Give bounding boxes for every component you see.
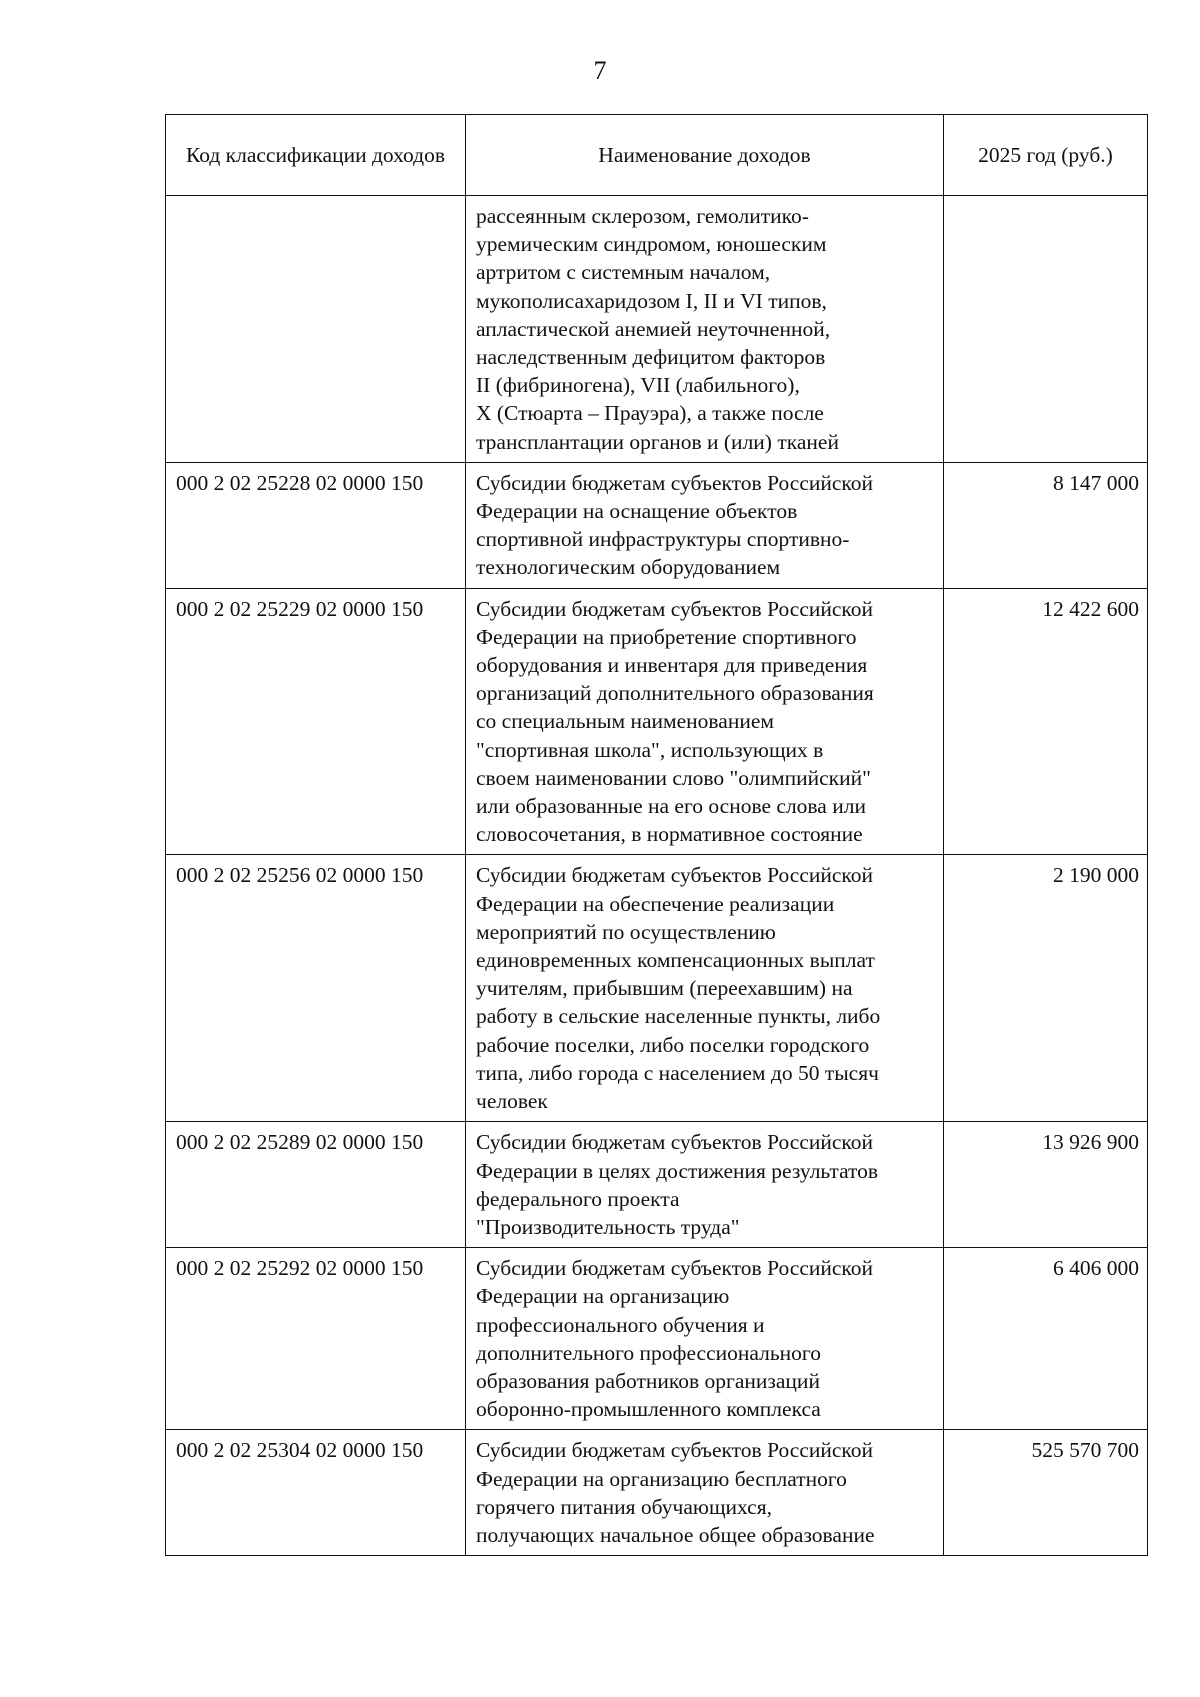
income-amount-cell bbox=[944, 196, 1148, 463]
header-code: Код классификации доходов bbox=[166, 115, 466, 196]
income-code-cell: 000 2 02 25228 02 0000 150 bbox=[166, 462, 466, 588]
income-name-cell bbox=[466, 462, 944, 588]
table-row bbox=[166, 588, 1148, 855]
income-code-cell: 000 2 02 25289 02 0000 150 bbox=[166, 1122, 466, 1248]
income-name-line: или образованные на его основе слова или bbox=[476, 794, 866, 819]
income-name-cell bbox=[466, 1430, 944, 1556]
income-name-line: Федерации в целях достижения результатов bbox=[476, 1158, 879, 1183]
income-name-line: наследственным дефицитом факторов bbox=[476, 345, 826, 370]
income-name-line: профессионального обучения и bbox=[476, 1312, 765, 1337]
income-name-line: оборудования и инвентаря для приведения bbox=[476, 653, 868, 678]
table-row bbox=[166, 1122, 1148, 1248]
income-name-line: учителям, прибывшим (переехавшим) на bbox=[476, 976, 853, 1001]
income-name-line: федерального проекта bbox=[476, 1186, 680, 1211]
income-code-cell: 000 2 02 25292 02 0000 150 bbox=[166, 1248, 466, 1430]
income-name-line: горячего питания обучающихся, bbox=[476, 1494, 772, 1519]
income-amount-cell: 2 190 000 bbox=[944, 855, 1148, 1122]
income-code-cell: 000 2 02 25256 02 0000 150 bbox=[166, 855, 466, 1122]
income-name-line: технологическим оборудованием bbox=[476, 555, 781, 580]
income-amount-cell: 12 422 600 bbox=[944, 588, 1148, 855]
income-name-line: мукополисахаридозом I, II и VI типов, bbox=[476, 288, 827, 313]
table-header-row bbox=[166, 115, 1148, 196]
table-row bbox=[166, 1430, 1148, 1556]
header-amount: 2025 год (руб.) bbox=[944, 115, 1148, 196]
income-amount-cell: 525 570 700 bbox=[944, 1430, 1148, 1556]
income-name-cell bbox=[466, 855, 944, 1122]
income-name-line: рассеянным склерозом, гемолитико- bbox=[476, 204, 809, 228]
header-name: Наименование доходов bbox=[466, 115, 944, 196]
income-name-cell bbox=[466, 196, 944, 463]
income-name-cell bbox=[466, 1122, 944, 1248]
income-name-line: рабочие поселки, либо поселки городского bbox=[476, 1032, 870, 1057]
table-row bbox=[166, 855, 1148, 1122]
income-amount-cell: 13 926 900 bbox=[944, 1122, 1148, 1248]
income-name-line: Федерации на обеспечение реализации bbox=[476, 891, 835, 916]
income-name-line: Субсидии бюджетам субъектов Российской bbox=[476, 470, 874, 495]
income-name-line: X (Стюарта – Прауэра), а также после bbox=[476, 401, 824, 426]
income-name-line: Федерации на организацию бесплатного bbox=[476, 1466, 847, 1491]
income-code-cell: 000 2 02 25304 02 0000 150 bbox=[166, 1430, 466, 1556]
income-name-line: Федерации на оснащение объектов bbox=[476, 499, 798, 524]
income-amount-cell: 6 406 000 bbox=[944, 1248, 1148, 1430]
income-name-line: организаций дополнительного образования bbox=[476, 681, 874, 706]
income-name-line: со специальным наименованием bbox=[476, 709, 774, 734]
income-name-line: артритом с системным началом, bbox=[476, 260, 771, 285]
income-name-line: Субсидии бюджетам субъектов Российской bbox=[476, 1256, 874, 1281]
income-name-line: получающих начальное общее образование bbox=[476, 1522, 875, 1547]
income-name-line: Субсидии бюджетам субъектов Российской bbox=[476, 1438, 874, 1463]
income-code-cell: 000 2 02 25229 02 0000 150 bbox=[166, 588, 466, 855]
income-name-line: работу в сельские населенные пункты, либо bbox=[476, 1004, 881, 1029]
income-name-line: Субсидии бюджетам субъектов Российской bbox=[476, 863, 874, 888]
income-name-line: своем наименовании слово "олимпийский" bbox=[476, 765, 871, 790]
income-name-cell bbox=[466, 588, 944, 855]
income-name-line: "спортивная школа", использующих в bbox=[476, 737, 824, 762]
page-number: 7 bbox=[593, 56, 607, 85]
income-name-line: трансплантации органов и (или) тканей bbox=[476, 429, 839, 454]
income-name-line: мероприятий по осуществлению bbox=[476, 919, 776, 944]
income-name-line: образования работников организаций bbox=[476, 1368, 820, 1393]
income-name-line: Субсидии бюджетам субъектов Российской bbox=[476, 1130, 874, 1155]
table-row bbox=[166, 196, 1148, 463]
income-name-line: Федерации на приобретение спортивного bbox=[476, 624, 857, 649]
income-name-cell bbox=[466, 1248, 944, 1430]
table-row bbox=[166, 462, 1148, 588]
income-name-line: уремическим синдромом, юношеским bbox=[476, 232, 827, 257]
income-name-line: дополнительного профессионального bbox=[476, 1340, 821, 1365]
income-name-line: спортивной инфраструктуры спортивно- bbox=[476, 527, 850, 552]
income-name-line: словосочетания, в нормативное состояние bbox=[476, 822, 863, 847]
income-name-line: единовременных компенсационных выплат bbox=[476, 948, 875, 973]
income-name-line: Федерации на организацию bbox=[476, 1284, 730, 1309]
income-name-line: Субсидии бюджетам субъектов Российской bbox=[476, 596, 874, 621]
table-body bbox=[166, 196, 1148, 1556]
income-name-line: II (фибриногена), VII (лабильного), bbox=[476, 373, 800, 398]
income-name-line: "Производительность труда" bbox=[476, 1214, 740, 1239]
income-table bbox=[165, 114, 1148, 1556]
income-name-line: апластической анемией неуточненной, bbox=[476, 316, 831, 341]
income-name-line: человек bbox=[476, 1089, 548, 1114]
table-row bbox=[166, 1248, 1148, 1430]
income-name-line: типа, либо города с населением до 50 тысяч bbox=[476, 1060, 879, 1085]
income-amount-cell: 8 147 000 bbox=[944, 462, 1148, 588]
income-name-line: оборонно-промышленного комплекса bbox=[476, 1397, 821, 1422]
income-code-cell bbox=[166, 196, 466, 463]
